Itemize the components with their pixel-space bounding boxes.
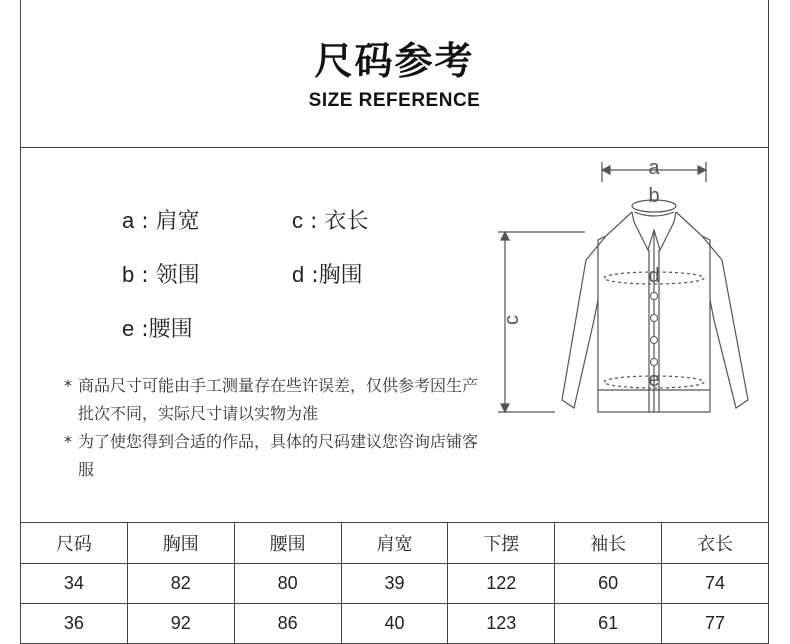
legend-item-a <box>122 204 200 235</box>
notes <box>64 372 484 484</box>
shirt-sleeve-left <box>562 236 606 408</box>
table-cell: 122 <box>448 564 555 604</box>
table-cell: 40 <box>341 604 448 644</box>
table-row <box>21 604 769 644</box>
page-title: 尺码参考 <box>314 39 475 83</box>
legend-item-c <box>292 204 368 235</box>
table-cell: 36 <box>21 604 128 644</box>
note-star: * <box>64 432 72 451</box>
shirt-button <box>651 337 658 344</box>
table-header-cell: 袖长 <box>555 523 662 564</box>
diagram-label-a: a <box>648 157 660 179</box>
diagram-label-e: e <box>648 369 660 391</box>
table-cell: 60 <box>555 564 662 604</box>
legend-sep: : <box>303 209 325 234</box>
legend-label: 胸围 <box>318 263 363 288</box>
legend-label: 腰围 <box>148 317 193 342</box>
legend-key: e <box>122 316 135 341</box>
table-header-cell: 胸围 <box>127 523 234 564</box>
size-table <box>20 522 769 644</box>
legend-label: 领围 <box>155 263 200 288</box>
legend-key: c <box>292 208 303 233</box>
header <box>20 0 769 148</box>
note-text: 为了使您得到合适的作品，具体的尺码建议您咨询店铺客服 <box>78 432 479 479</box>
shirt-button <box>651 315 658 322</box>
note-star: * <box>64 376 72 395</box>
table-cell: 123 <box>448 604 555 644</box>
legend-label: 肩宽 <box>155 209 200 234</box>
legend-sep: : <box>134 317 149 342</box>
legend-item-e <box>122 312 193 343</box>
table-cell: 82 <box>127 564 234 604</box>
legend-label: 衣长 <box>324 209 369 234</box>
legend-key: a <box>122 208 135 233</box>
shirt-button <box>651 293 658 300</box>
legend-key: b <box>122 262 135 287</box>
table-cell: 80 <box>234 564 341 604</box>
table-row <box>21 564 769 604</box>
legend-key: d <box>292 262 305 287</box>
table-cell: 92 <box>127 604 234 644</box>
table-cell: 74 <box>662 564 769 604</box>
table-header-cell: 肩宽 <box>341 523 448 564</box>
table-cell: 34 <box>21 564 128 604</box>
legend-sep: : <box>134 263 156 288</box>
note-text: 商品尺寸可能由手工测量存在些许误差，仅供参考因生产批次不同，实际尺寸请以实物为准 <box>78 376 479 423</box>
diagram-label-c: c <box>501 315 523 325</box>
table-header-cell: 衣长 <box>662 523 769 564</box>
diagram-label-d: d <box>648 265 660 287</box>
diagram-label-b: b <box>648 185 660 207</box>
table-header-cell: 下摆 <box>448 523 555 564</box>
legend-item-d <box>292 258 363 289</box>
note-item <box>64 372 484 428</box>
table-cell: 77 <box>662 604 769 644</box>
legend-item-b <box>122 258 200 289</box>
note-item <box>64 428 484 484</box>
table-cell: 61 <box>555 604 662 644</box>
legend-sep: : <box>304 263 319 288</box>
shirt-diagram <box>490 150 769 430</box>
table-header-row <box>21 523 769 564</box>
page-subtitle: SIZE REFERENCE <box>308 90 481 111</box>
shirt-sleeve-right <box>702 236 748 408</box>
table-cell: 39 <box>341 564 448 604</box>
table-header-cell: 腰围 <box>234 523 341 564</box>
shirt-button <box>651 359 658 366</box>
table-header-cell: 尺码 <box>21 523 128 564</box>
legend-sep: : <box>134 209 156 234</box>
table-cell: 86 <box>234 604 341 644</box>
